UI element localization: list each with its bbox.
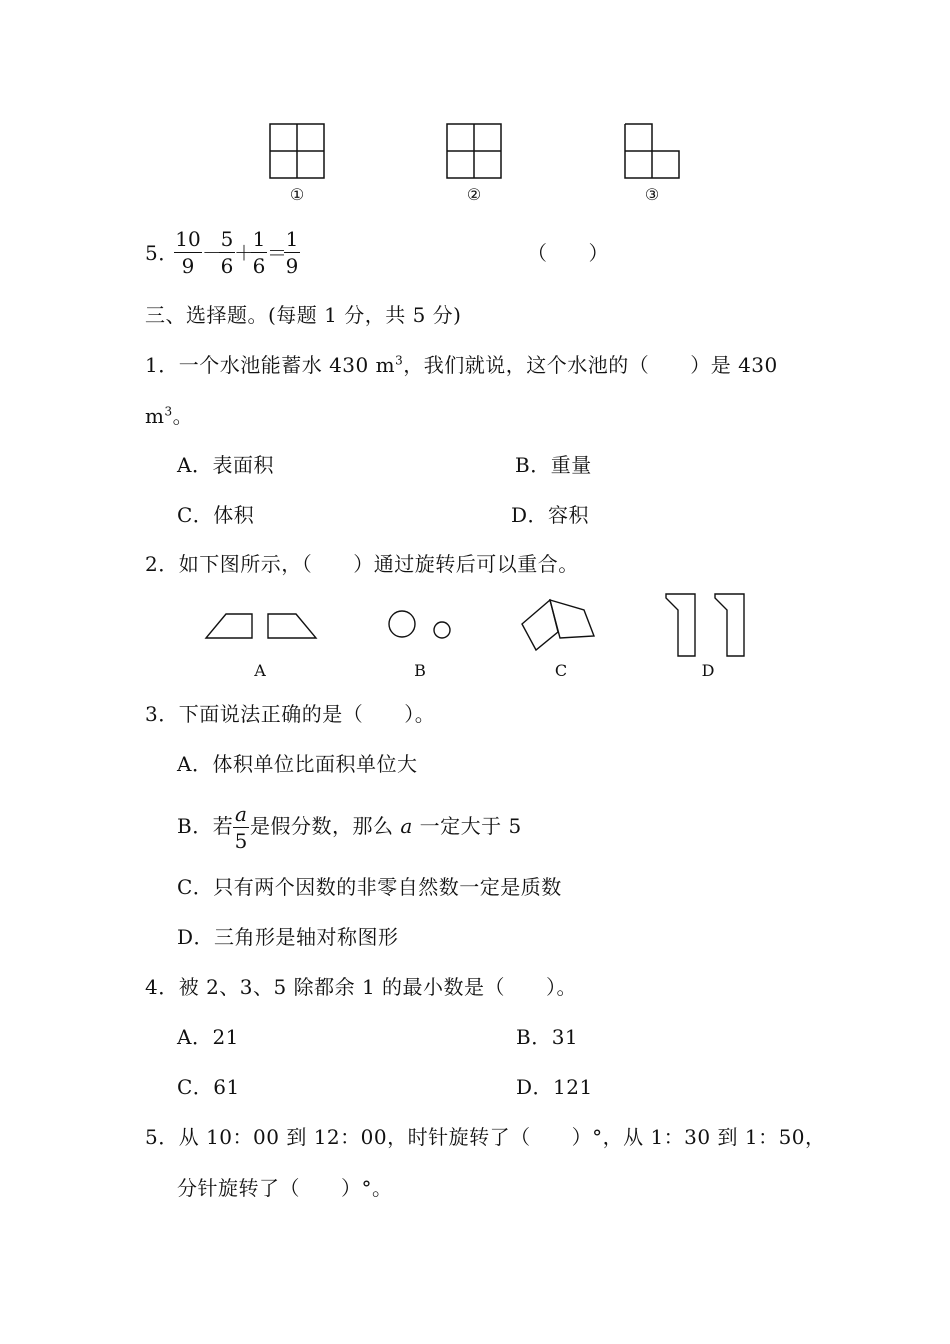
q3-option-d[interactable]: D．三角形是轴对称图形 bbox=[177, 925, 399, 949]
q1-option-b[interactable]: B．重量 bbox=[515, 453, 592, 477]
tf-item5-fraction-3: 1 6 bbox=[252, 227, 266, 278]
q2-figure-b-circles bbox=[386, 608, 456, 642]
q3-text: 3．下面说法正确的是（ ）。 bbox=[145, 702, 436, 726]
figure-1-label: ① bbox=[289, 185, 305, 204]
q1-option-c[interactable]: C．体积 bbox=[177, 503, 255, 527]
q2-text: 2．如下图所示，（ ）通过旋转后可以重合。 bbox=[145, 552, 579, 576]
q1-text-line2: $m^3$。 bbox=[145, 404, 194, 428]
q2-figure-a-trapezoids bbox=[200, 608, 322, 642]
q1-option-d[interactable]: D．容积 bbox=[511, 503, 590, 527]
q4-option-b[interactable]: B．31 bbox=[516, 1025, 579, 1049]
tf-item5-fraction-4: 1 9 bbox=[285, 227, 299, 278]
q2-label-b: B bbox=[414, 661, 426, 680]
q4-text: 4．被 2、3、5 除都余 1 的最小数是（ ）。 bbox=[145, 975, 578, 999]
q2-label-d: D bbox=[701, 661, 715, 680]
q5-text-line1: 5．从 10：00 到 12：00，时针旋转了（ ）°，从 1：30 到 1：50， bbox=[145, 1125, 826, 1149]
figure-3-l-shape bbox=[624, 123, 682, 180]
q3-option-b-fraction: a 5 bbox=[234, 802, 248, 853]
q4-option-d[interactable]: D．121 bbox=[516, 1075, 593, 1099]
q1-text-line1: 1．一个水池能蓄水 430 $m^3$，我们就说，这个水池的（ ）是 430 bbox=[145, 353, 778, 377]
figure-2-label: ② bbox=[466, 185, 482, 204]
q5-text-line2: 分针旋转了（ ）°。 bbox=[177, 1176, 393, 1200]
q2-label-a: A bbox=[254, 661, 266, 680]
q3-option-a[interactable]: A．体积单位比面积单位大 bbox=[177, 752, 418, 776]
figure-1-grid bbox=[269, 123, 326, 180]
q2-label-c: C bbox=[554, 661, 568, 680]
q1-option-a[interactable]: A．表面积 bbox=[177, 453, 274, 477]
figure-3-label: ③ bbox=[644, 185, 660, 204]
tf-item5-plus: ＋ bbox=[234, 241, 255, 265]
q2-figure-c-quadrilaterals bbox=[518, 594, 600, 652]
q4-option-c[interactable]: C．61 bbox=[177, 1075, 240, 1099]
tf-item5-answer-blank[interactable]: （ ） bbox=[527, 241, 609, 265]
q3-option-c[interactable]: C．只有两个因数的非零自然数一定是质数 bbox=[177, 875, 562, 899]
q3-option-b-prefix: B．若 bbox=[177, 814, 234, 838]
tf-item5-fraction-1: 10 9 bbox=[175, 227, 201, 278]
tf-item5-fraction-2: 5 6 bbox=[220, 227, 234, 278]
q2-figure-d-l-shapes bbox=[660, 590, 750, 660]
section3-heading: 三、选择题。(每题 1 分，共 5 分) bbox=[145, 303, 462, 327]
figure-2-grid bbox=[446, 123, 503, 180]
q3-option-b-text: 是假分数，那么 a 一定大于 5 bbox=[250, 814, 522, 838]
tf-item5-minus: － bbox=[202, 241, 223, 265]
tf-item5-number: 5． bbox=[145, 241, 179, 265]
q4-option-a[interactable]: A．21 bbox=[177, 1025, 239, 1049]
tf-item5-equals: ＝ bbox=[267, 241, 288, 265]
